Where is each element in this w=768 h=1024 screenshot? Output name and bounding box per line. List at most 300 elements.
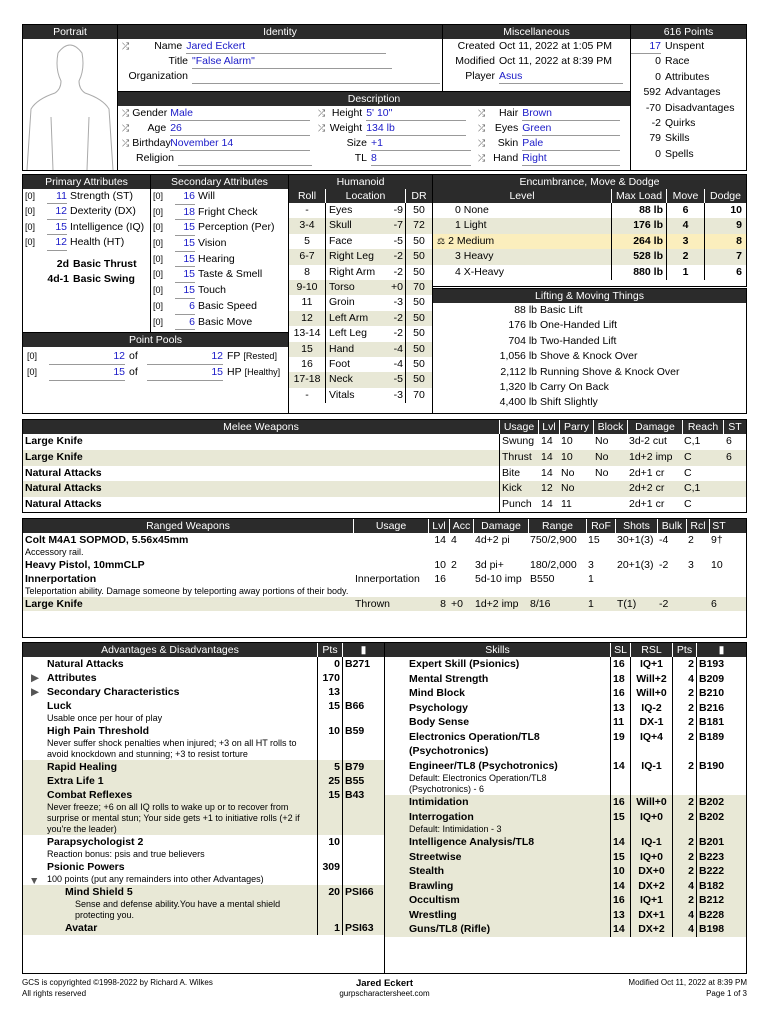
ranged-weapon-row[interactable] xyxy=(23,572,746,597)
skill-row[interactable] xyxy=(385,759,746,796)
footer-modified: Modified Oct 11, 2022 at 8:39 PM xyxy=(628,978,747,987)
skill-reference[interactable]: B209 xyxy=(696,672,746,687)
advantage-row[interactable] xyxy=(23,774,384,788)
advantage-name-cell xyxy=(23,657,317,671)
skill-note: Default: Intimidation - 3 xyxy=(409,824,502,834)
encumbrance-level-cell xyxy=(433,218,611,233)
eyes-label: Eyes xyxy=(494,122,519,134)
hit-modifier: -9 xyxy=(393,204,403,216)
skill-reference[interactable]: B202 xyxy=(696,795,746,810)
weapon-damage: 1d+2 imp xyxy=(629,450,673,463)
advantage-reference[interactable]: B59 xyxy=(342,724,384,760)
weapon-usage: Swung xyxy=(499,434,538,450)
advantage-points: 0 xyxy=(317,657,342,671)
attribute-row xyxy=(151,299,288,315)
weapon-usage: Kick xyxy=(499,481,538,497)
lifting-label: Running Shove & Knock Over xyxy=(540,365,680,378)
encumbrance-level-cell xyxy=(433,234,611,249)
hit-location-name: Neck xyxy=(325,372,381,387)
advantage-row[interactable] xyxy=(23,657,384,671)
advantage-name-cell xyxy=(23,774,317,788)
attribute-label: Perception (Per) xyxy=(198,221,275,234)
hit-modifier: -4 xyxy=(393,357,403,370)
player-field[interactable]: Asus xyxy=(499,69,623,84)
shuffle-icon[interactable]: ⤮ xyxy=(318,108,326,118)
skills-panel xyxy=(384,642,747,974)
skin-label: Skin xyxy=(497,137,519,149)
skill-level: 19 xyxy=(610,730,630,759)
skill-name-cell xyxy=(385,810,610,836)
encumbrance-panel xyxy=(432,174,747,287)
weapon-rof: 1 xyxy=(588,598,594,610)
advantage-row[interactable] xyxy=(23,671,384,685)
shuffle-icon[interactable]: ⤮ xyxy=(122,123,130,133)
shuffle-icon[interactable]: ⤮ xyxy=(478,138,486,148)
weapon-name: Natural Attacks xyxy=(25,498,102,511)
attribute-value[interactable]: 15 xyxy=(175,267,195,283)
hit-modifier: -2 xyxy=(393,327,403,340)
advantage-reference[interactable] xyxy=(342,860,384,885)
attribute-label: Health (HT) xyxy=(70,236,125,249)
weapon-name: Heavy Pistol, 10mmCLP xyxy=(25,559,145,571)
secondary-attributes-panel xyxy=(150,174,289,333)
weapon-bulk: -4 xyxy=(659,534,669,546)
skill-level: 14 xyxy=(610,759,630,796)
bookmark-icon[interactable]: ▮ xyxy=(696,643,746,657)
footer xyxy=(22,978,747,1002)
portrait-silhouette-icon[interactable] xyxy=(23,39,117,170)
points-label: Unspent xyxy=(665,40,705,52)
bookmark-icon[interactable]: ▮ xyxy=(342,643,384,657)
skill-name-cell xyxy=(385,715,610,730)
lifting-weight: 88 lb xyxy=(514,304,537,316)
skill-name: Wrestling xyxy=(409,908,457,921)
scale-icon[interactable]: ⚖ xyxy=(437,235,446,246)
advantage-reference[interactable]: B55 xyxy=(342,774,384,788)
birthday-label: Birthday xyxy=(132,137,171,149)
weapon-accuracy: +0 xyxy=(451,598,463,610)
skill-points: 2 xyxy=(672,795,696,810)
attribute-row xyxy=(151,189,288,205)
advantage-name: Rapid Healing xyxy=(47,761,118,773)
attribute-label: Dexterity (DX) xyxy=(70,205,136,218)
skill-name: Guns/TL8 (Rifle) xyxy=(409,923,491,935)
weapon-recoil: 2 xyxy=(688,534,694,546)
lifting-row xyxy=(433,380,746,395)
shuffle-icon[interactable]: ⤮ xyxy=(122,41,130,51)
religion-field[interactable] xyxy=(178,151,312,166)
skill-level: 14 xyxy=(610,835,630,850)
advantage-row[interactable] xyxy=(23,835,384,860)
weapon-note: Teleportation ability. Damage someone by teleporting away portions of their body. xyxy=(25,586,349,596)
skill-row[interactable] xyxy=(385,864,746,879)
hit-location-row xyxy=(289,372,432,387)
advantage-name-cell xyxy=(23,921,317,935)
weapon-st xyxy=(709,572,728,597)
expand-arrow-icon[interactable]: ▶ xyxy=(31,672,40,684)
advantage-name: Psionic Powers xyxy=(47,861,125,873)
attribute-label: Taste & Smell xyxy=(198,268,263,281)
attribute-label: Basic Move xyxy=(198,315,253,328)
weapon-name: Natural Attacks xyxy=(25,466,102,479)
encumbrance-row xyxy=(433,234,746,249)
skill-reference[interactable]: B212 xyxy=(696,893,746,908)
weapon-name-cell xyxy=(23,558,353,572)
skill-reference[interactable]: B202 xyxy=(696,810,746,836)
skill-reference[interactable]: B210 xyxy=(696,686,746,701)
weapon-note: Accessory rail. xyxy=(25,547,84,557)
hit-location-panel xyxy=(288,174,433,414)
hit-location-name: Vitals xyxy=(325,388,381,403)
attribute-value[interactable]: 15 xyxy=(47,220,67,235)
melee-header: Melee Weapons xyxy=(223,421,299,433)
col-lvl: Lvl xyxy=(538,420,559,434)
eyes-field[interactable]: Green xyxy=(522,121,620,136)
advantage-reference[interactable] xyxy=(342,671,384,685)
points-row xyxy=(631,54,746,69)
footer-website-link[interactable]: gurpscharactersheet.com xyxy=(339,989,430,998)
skill-reference[interactable]: B228 xyxy=(696,908,746,923)
name-field[interactable]: Jared Eckert xyxy=(186,39,386,54)
shuffle-icon[interactable]: ⤮ xyxy=(122,138,130,148)
attribute-cost: [0] xyxy=(25,206,36,217)
advantage-name-cell xyxy=(23,685,317,699)
hit-location-name: Left Arm xyxy=(325,311,381,326)
skill-row[interactable] xyxy=(385,893,746,908)
attribute-value[interactable]: 6 xyxy=(175,299,195,315)
skill-reference[interactable]: B190 xyxy=(696,759,746,796)
shuffle-icon[interactable]: ⤮ xyxy=(478,123,486,133)
attribute-value[interactable]: 11 xyxy=(47,189,67,204)
attribute-value[interactable]: 15 xyxy=(175,220,195,236)
points-value: 0 xyxy=(655,70,661,83)
weapon-st: 6 xyxy=(711,598,717,610)
shuffle-icon[interactable]: ⤮ xyxy=(122,108,130,118)
weapon-accuracy xyxy=(449,572,473,597)
weapon-recoil xyxy=(686,572,709,597)
col-st: ST xyxy=(709,519,728,533)
lifting-weight: 1,056 lb xyxy=(499,350,537,363)
col-block: Block xyxy=(593,420,627,434)
pool-max[interactable]: 12 xyxy=(147,349,223,365)
player-label: Player xyxy=(465,70,495,82)
weapon-name-cell xyxy=(23,572,353,597)
advantage-reference[interactable] xyxy=(342,685,384,699)
skill-row[interactable] xyxy=(385,879,746,894)
skill-name: Electronics Operation/TL8 (Psychotronics) xyxy=(409,730,540,757)
hit-dr: 50 xyxy=(405,295,432,310)
advantage-reference[interactable]: B43 xyxy=(342,788,384,835)
advantage-reference[interactable] xyxy=(342,835,384,860)
pool-current[interactable]: 15 xyxy=(49,365,125,381)
height-field[interactable]: 5' 10" xyxy=(366,106,466,121)
advantage-note: Sense and defense ability.You have a mental shield protecting you. xyxy=(75,899,281,920)
skill-row[interactable] xyxy=(385,835,746,850)
shuffle-icon[interactable]: ⤮ xyxy=(318,123,326,133)
melee-weapon-row[interactable] xyxy=(23,434,746,450)
skill-row[interactable] xyxy=(385,908,746,923)
col-bulk: Bulk xyxy=(657,519,686,533)
points-label: Skills xyxy=(665,132,690,145)
skill-row[interactable] xyxy=(385,686,746,701)
points-label: Disadvantages xyxy=(665,101,735,114)
advantage-row[interactable] xyxy=(23,699,384,724)
advantage-points: 5 xyxy=(317,760,342,774)
weapon-reach: C xyxy=(684,466,692,479)
advantage-row[interactable] xyxy=(23,860,384,885)
advantage-name-cell xyxy=(23,860,317,885)
advantage-row[interactable] xyxy=(23,788,384,835)
hit-modifier: -3 xyxy=(393,388,403,401)
birthday-field[interactable]: November 14 xyxy=(170,136,310,151)
hit-location-row xyxy=(289,265,432,280)
skill-row[interactable] xyxy=(385,810,746,836)
melee-weapon-row[interactable] xyxy=(23,450,746,466)
attribute-value[interactable]: 12 xyxy=(47,235,67,250)
weapon-rof: 1 xyxy=(588,573,594,585)
hit-location-row xyxy=(289,280,432,295)
copyright-line2: All rights reserved xyxy=(22,989,87,998)
weapon-shots: 20+1(3) xyxy=(617,559,654,571)
hit-modifier: -5 xyxy=(393,234,403,247)
attribute-value[interactable]: 15 xyxy=(175,236,195,252)
portrait-header: Portrait xyxy=(23,25,117,39)
attribute-value[interactable]: 18 xyxy=(175,205,195,221)
encumbrance-dodge: 6 xyxy=(704,265,746,280)
organization-label: Organization xyxy=(128,70,188,82)
collapse-arrow-icon[interactable]: ▼ xyxy=(29,875,40,887)
attribute-value[interactable]: 12 xyxy=(47,204,67,219)
primary-attributes-panel xyxy=(22,174,151,333)
hit-dr: 50 xyxy=(405,265,432,280)
points-label: Advantages xyxy=(665,86,721,99)
advantage-row[interactable] xyxy=(23,921,384,935)
weapon-reach: C,1 xyxy=(684,482,701,495)
description-panel xyxy=(117,91,631,171)
skill-name: Intelligence Analysis/TL8 xyxy=(409,836,535,848)
melee-weapon-row[interactable] xyxy=(23,481,746,497)
weapon-range: 180/2,000 xyxy=(530,559,577,571)
age-field[interactable]: 26 xyxy=(170,121,310,136)
ranged-weapon-row[interactable] xyxy=(23,597,746,611)
weapon-st xyxy=(723,481,746,497)
points-row xyxy=(631,131,746,146)
hair-field[interactable]: Brown xyxy=(522,106,620,121)
encumbrance-level: 1 Light xyxy=(455,219,487,232)
weapon-bulk: -2 xyxy=(659,559,669,571)
skill-name-cell xyxy=(385,701,610,716)
weapon-range: 8/16 xyxy=(530,598,551,610)
skill-name-cell xyxy=(385,795,610,810)
skill-points: 4 xyxy=(672,922,696,937)
lifting-weight: 2,112 lb xyxy=(500,365,537,378)
skill-reference[interactable]: B201 xyxy=(696,835,746,850)
advantage-points: 10 xyxy=(317,835,342,860)
weapon-reach: C,1 xyxy=(684,435,701,447)
hand-field[interactable]: Right xyxy=(522,151,620,166)
hit-modifier: -3 xyxy=(393,296,403,309)
points-value: 0 xyxy=(655,147,661,160)
points-value[interactable]: 17 xyxy=(631,39,661,54)
advantage-reference[interactable]: B79 xyxy=(342,760,384,774)
lifting-row xyxy=(433,334,746,349)
religion-label: Religion xyxy=(136,152,174,164)
skill-reference[interactable]: B198 xyxy=(696,922,746,937)
pool-current[interactable]: 12 xyxy=(49,349,125,365)
advantage-note: Never suffer shock penalties when injured; +3 on all HT rolls to avoid knockdown and stunning; +3 to resist torture xyxy=(47,738,297,759)
advantage-note: Reaction bonus: psis and true believers xyxy=(47,849,205,859)
hit-dr: 50 xyxy=(405,357,432,372)
weapon-name: Large Knife xyxy=(25,435,83,447)
weight-field[interactable]: 134 lb xyxy=(366,121,466,136)
pool-max[interactable]: 15 xyxy=(147,365,223,381)
weapon-parry: No xyxy=(561,482,575,495)
weapon-block: No xyxy=(595,435,609,447)
advantage-row[interactable] xyxy=(23,724,384,760)
hit-location-row xyxy=(289,249,432,264)
weapon-level: 14 xyxy=(434,534,446,546)
attribute-value[interactable]: 15 xyxy=(175,283,195,299)
skill-name-cell xyxy=(385,864,610,879)
lifting-row xyxy=(433,303,746,318)
encumbrance-level: 2 Medium xyxy=(448,234,495,247)
advantage-reference[interactable]: B66 xyxy=(342,699,384,724)
hit-location-row xyxy=(289,388,432,403)
advantage-row[interactable] xyxy=(23,760,384,774)
advantage-reference[interactable]: PSI63 xyxy=(342,921,384,935)
advantage-points: 1 xyxy=(317,921,342,935)
expand-arrow-icon[interactable]: ▶ xyxy=(31,686,40,698)
attribute-value[interactable]: 16 xyxy=(175,189,195,205)
skill-relative-level: IQ+1 xyxy=(630,657,672,672)
skill-row[interactable] xyxy=(385,657,746,672)
identity-panel xyxy=(117,24,443,92)
skill-row[interactable] xyxy=(385,922,746,937)
advantage-row[interactable] xyxy=(23,685,384,699)
weapon-st: 9† xyxy=(711,534,723,546)
skill-row[interactable] xyxy=(385,795,746,810)
points-label: Attributes xyxy=(665,70,710,83)
weapon-damage: 3d-2 cut xyxy=(629,435,667,447)
col-move: Move xyxy=(666,189,704,203)
pool-state: [Rested] xyxy=(243,351,277,361)
ranged-weapon-row[interactable] xyxy=(23,533,746,558)
skill-points: 2 xyxy=(672,810,696,836)
size-field[interactable]: +1 xyxy=(371,136,471,151)
skill-relative-level: IQ-2 xyxy=(630,701,672,716)
col-sl: SL xyxy=(610,643,630,657)
tl-field[interactable]: 8 xyxy=(371,151,471,166)
attribute-value[interactable]: 15 xyxy=(175,252,195,268)
encumbrance-move: 6 xyxy=(666,203,704,218)
col-parry: Parry xyxy=(559,420,593,434)
secondary-attributes-header: Secondary Attributes xyxy=(151,175,288,189)
skill-name: Expert Skill (Psionics) xyxy=(409,658,520,670)
encumbrance-max-load: 264 lb xyxy=(611,234,666,249)
advantage-name-cell xyxy=(23,835,317,860)
skill-name-cell xyxy=(385,686,610,701)
tl-label: TL xyxy=(354,152,367,164)
advantage-name: Attributes xyxy=(47,672,97,684)
lifting-panel xyxy=(432,288,747,414)
skill-reference[interactable]: B222 xyxy=(696,864,746,879)
weapon-shots: T(1) xyxy=(617,598,637,610)
miscellaneous-panel xyxy=(442,24,631,92)
col-st: ST xyxy=(723,420,746,434)
points-value: 592 xyxy=(643,86,661,99)
skill-row[interactable] xyxy=(385,730,746,759)
skill-level: 16 xyxy=(610,686,630,701)
melee-weapon-row[interactable] xyxy=(23,466,746,482)
attribute-cost: [0] xyxy=(153,285,164,296)
skin-field[interactable]: Pale xyxy=(522,136,620,151)
title-field[interactable]: "False Alarm" xyxy=(192,54,392,69)
weapon-usage: Thrown xyxy=(355,598,391,610)
attribute-row xyxy=(151,267,288,283)
advantage-reference[interactable]: PSI66 xyxy=(342,885,384,921)
weapon-name: Large Knife xyxy=(25,598,83,610)
weapon-level: 16 xyxy=(434,573,446,585)
weapon-bulk xyxy=(657,572,686,597)
col-pts: Pts xyxy=(317,643,342,657)
weapon-usage: Punch xyxy=(499,497,538,513)
weapon-recoil: 3 xyxy=(688,559,694,571)
weapon-accuracy: 4 xyxy=(451,534,457,546)
advantage-reference[interactable]: B271 xyxy=(342,657,384,671)
skill-row[interactable] xyxy=(385,701,746,716)
melee-weapon-row[interactable] xyxy=(23,497,746,513)
gender-field[interactable]: Male xyxy=(170,106,310,121)
organization-field[interactable] xyxy=(192,69,440,84)
skill-name-cell xyxy=(385,835,610,850)
skill-row[interactable] xyxy=(385,715,746,730)
ranged-weapon-row[interactable] xyxy=(23,558,746,572)
col-location: Location xyxy=(325,189,405,203)
attribute-cost: [0] xyxy=(153,269,164,280)
hit-dr: 70 xyxy=(405,280,432,295)
skill-reference[interactable]: B189 xyxy=(696,730,746,759)
weapon-block: No xyxy=(595,450,609,463)
attribute-value[interactable]: 6 xyxy=(175,315,195,331)
skill-reference[interactable]: B216 xyxy=(696,701,746,716)
encumbrance-max-load: 176 lb xyxy=(611,218,666,233)
pool-label: HP xyxy=(227,366,242,378)
col-range: Range xyxy=(528,519,586,533)
col-max-load: Max Load xyxy=(611,189,666,203)
weapon-name: Innerportation xyxy=(25,573,97,585)
skill-reference[interactable]: B223 xyxy=(696,850,746,865)
created-value: Oct 11, 2022 at 1:05 PM xyxy=(499,40,613,52)
primary-attributes-header: Primary Attributes xyxy=(23,175,150,189)
basic-swing-label: Basic Swing xyxy=(73,272,135,285)
shuffle-icon[interactable]: ⤮ xyxy=(478,108,486,118)
weapon-level: 14 xyxy=(541,435,553,447)
skill-row[interactable] xyxy=(385,672,746,687)
skill-points: 2 xyxy=(672,759,696,796)
advantage-row[interactable] xyxy=(23,885,384,921)
weapon-block xyxy=(593,481,627,497)
skill-points: 2 xyxy=(672,835,696,850)
skill-reference[interactable]: B182 xyxy=(696,879,746,894)
skill-row[interactable] xyxy=(385,850,746,865)
shuffle-icon[interactable]: ⤮ xyxy=(478,153,486,163)
skill-reference[interactable]: B193 xyxy=(696,657,746,672)
skill-reference[interactable]: B181 xyxy=(696,715,746,730)
weapon-st xyxy=(723,466,746,482)
advantage-name-cell xyxy=(23,671,317,685)
modified-label: Modified xyxy=(455,55,495,67)
skill-level: 10 xyxy=(610,864,630,879)
